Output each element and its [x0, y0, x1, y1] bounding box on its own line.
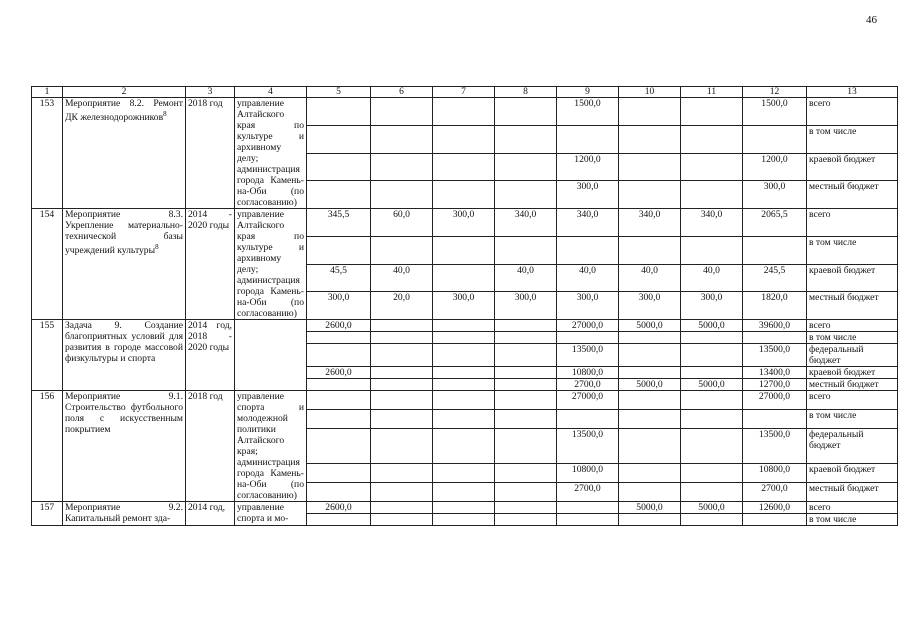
table-row [32, 98, 898, 126]
measure-name [63, 320, 186, 391]
amount-cell [557, 332, 619, 344]
amount-cell [619, 391, 681, 410]
amount-cell [681, 464, 743, 483]
amount-cell: 245,5 [743, 264, 807, 292]
amount-cell [371, 367, 433, 379]
amount-cell [681, 483, 743, 502]
amount-cell [371, 236, 433, 264]
amount-cell [307, 125, 371, 153]
amount-cell: 300,0 [307, 292, 371, 320]
amount-cell [743, 236, 807, 264]
amount-cell [307, 464, 371, 483]
funding-source: местный бюджет [807, 483, 898, 502]
amount-cell [371, 344, 433, 367]
amount-cell [371, 181, 433, 209]
amount-cell [681, 181, 743, 209]
amount-cell [495, 367, 557, 379]
amount-cell: 1820,0 [743, 292, 807, 320]
amount-cell [307, 391, 371, 410]
table-row [32, 391, 898, 410]
amount-cell [433, 264, 495, 292]
amount-cell [307, 428, 371, 464]
amount-cell [433, 236, 495, 264]
amount-cell: 2065,5 [743, 209, 807, 237]
funding-source: в том числе [807, 409, 898, 428]
amount-cell [619, 428, 681, 464]
amount-cell: 13500,0 [557, 344, 619, 367]
amount-cell [433, 344, 495, 367]
amount-cell [495, 236, 557, 264]
funding-source: местный бюджет [807, 181, 898, 209]
funding-source: всего [807, 209, 898, 237]
page-number: 46 [866, 14, 877, 26]
amount-cell [433, 98, 495, 126]
amount-cell [433, 409, 495, 428]
amount-cell: 300,0 [557, 292, 619, 320]
amount-cell [619, 332, 681, 344]
amount-cell [433, 153, 495, 181]
measure-name-text: Мероприятие 8.3. Укрепление материально-технической базы учреждений культуры [65, 209, 183, 257]
funding-source: местный бюджет [807, 292, 898, 320]
amount-cell [433, 391, 495, 410]
amount-cell: 2700,0 [557, 379, 619, 391]
amount-cell [371, 464, 433, 483]
amount-cell [495, 483, 557, 502]
amount-cell: 300,0 [433, 209, 495, 237]
amount-cell: 340,0 [681, 209, 743, 237]
amount-cell: 1500,0 [557, 98, 619, 126]
header-row [32, 87, 898, 98]
amount-cell [619, 514, 681, 526]
amount-cell [371, 514, 433, 526]
amount-cell [495, 464, 557, 483]
amount-cell [619, 367, 681, 379]
amount-cell: 27000,0 [557, 320, 619, 332]
amount-cell: 10800,0 [557, 367, 619, 379]
amount-cell [557, 409, 619, 428]
amount-cell: 40,0 [681, 264, 743, 292]
row-number: 154 [32, 209, 63, 320]
amount-cell [619, 181, 681, 209]
amount-cell [371, 379, 433, 391]
amount-cell: 45,5 [307, 264, 371, 292]
amount-cell [495, 502, 557, 514]
amount-cell [433, 502, 495, 514]
amount-cell [743, 125, 807, 153]
amount-cell [619, 153, 681, 181]
funding-source: местный бюджет [807, 379, 898, 391]
amount-cell [307, 181, 371, 209]
amount-cell: 1200,0 [557, 153, 619, 181]
amount-cell [557, 125, 619, 153]
amount-cell [681, 332, 743, 344]
amount-cell [433, 514, 495, 526]
amount-cell: 300,0 [743, 181, 807, 209]
executor: управление спорта и молодежной политики Алтайского края; администрация города Камень-на-Оби (по согласованию) [235, 391, 307, 502]
amount-cell [557, 236, 619, 264]
funding-source: всего [807, 320, 898, 332]
funding-source: всего [807, 391, 898, 410]
funding-source: всего [807, 98, 898, 126]
amount-cell [495, 391, 557, 410]
executor [235, 320, 307, 391]
amount-cell: 2600,0 [307, 367, 371, 379]
amount-cell [619, 344, 681, 367]
amount-cell [619, 98, 681, 126]
amount-cell: 13500,0 [743, 428, 807, 464]
amount-cell [619, 464, 681, 483]
amount-cell [681, 514, 743, 526]
amount-cell: 300,0 [557, 181, 619, 209]
amount-cell [681, 367, 743, 379]
amount-cell: 2600,0 [307, 502, 371, 514]
amount-cell: 10800,0 [743, 464, 807, 483]
amount-cell [307, 409, 371, 428]
column-header: 5 [307, 87, 371, 98]
amount-cell: 300,0 [433, 292, 495, 320]
measure-name [63, 98, 186, 209]
amount-cell [371, 502, 433, 514]
table-row [32, 320, 898, 332]
amount-cell [681, 428, 743, 464]
amount-cell: 2700,0 [743, 483, 807, 502]
amount-cell [743, 514, 807, 526]
row-number: 156 [32, 391, 63, 502]
funding-source: краевой бюджет [807, 367, 898, 379]
amount-cell: 5000,0 [619, 502, 681, 514]
amount-cell: 40,0 [371, 264, 433, 292]
amount-cell [495, 320, 557, 332]
amount-cell [307, 379, 371, 391]
amount-cell: 39600,0 [743, 320, 807, 332]
amount-cell: 340,0 [619, 209, 681, 237]
amount-cell: 5000,0 [619, 320, 681, 332]
amount-cell [307, 98, 371, 126]
column-header: 1 [32, 87, 63, 98]
amount-cell: 2700,0 [557, 483, 619, 502]
row-number: 153 [32, 98, 63, 209]
amount-cell: 40,0 [495, 264, 557, 292]
amount-cell [681, 98, 743, 126]
amount-cell: 1500,0 [743, 98, 807, 126]
funding-source: федеральный бюджет [807, 428, 898, 464]
amount-cell: 13400,0 [743, 367, 807, 379]
column-header: 4 [235, 87, 307, 98]
amount-cell [307, 332, 371, 344]
amount-cell: 40,0 [557, 264, 619, 292]
amount-cell [371, 98, 433, 126]
measure-name-text: Мероприятие 9.2. Капитальный ремонт зда- [65, 502, 183, 524]
amount-cell: 5000,0 [619, 379, 681, 391]
amount-cell [495, 344, 557, 367]
funding-source: краевой бюджет [807, 264, 898, 292]
funding-source: в том числе [807, 125, 898, 153]
executor: управление Алтайского края по культуре и архивному делу; администрация города Камень-на-Оби (по согласованию) [235, 98, 307, 209]
term-years: 2018 год [186, 391, 235, 502]
column-header: 2 [63, 87, 186, 98]
term-years: 2014 - 2020 годы [186, 209, 235, 320]
amount-cell [433, 379, 495, 391]
measure-name [63, 391, 186, 502]
measure-name [63, 209, 186, 320]
amount-cell: 40,0 [619, 264, 681, 292]
amount-cell [495, 514, 557, 526]
amount-cell [371, 391, 433, 410]
amount-cell [307, 483, 371, 502]
amount-cell [681, 409, 743, 428]
amount-cell [433, 483, 495, 502]
measure-name [63, 502, 186, 526]
funding-source: федеральный бюджет [807, 344, 898, 367]
amount-cell [743, 332, 807, 344]
amount-cell: 12600,0 [743, 502, 807, 514]
amount-cell [495, 98, 557, 126]
amount-cell: 10800,0 [557, 464, 619, 483]
amount-cell [371, 332, 433, 344]
funding-source: краевой бюджет [807, 464, 898, 483]
amount-cell: 300,0 [681, 292, 743, 320]
amount-cell: 20,0 [371, 292, 433, 320]
amount-cell [307, 514, 371, 526]
amount-cell [681, 153, 743, 181]
term-years: 2014 год, [186, 502, 235, 526]
column-header: 8 [495, 87, 557, 98]
funding-source: в том числе [807, 514, 898, 526]
amount-cell [371, 153, 433, 181]
measure-name-text: Мероприятие 9.1. Строительство футбольного поля с искусственным покрытием [65, 391, 183, 435]
amount-cell: 340,0 [557, 209, 619, 237]
table-row [32, 502, 898, 514]
column-header: 3 [186, 87, 235, 98]
amount-cell [371, 409, 433, 428]
amount-cell [433, 428, 495, 464]
amount-cell [619, 236, 681, 264]
amount-cell: 5000,0 [681, 320, 743, 332]
executor: управление Алтайского края по культуре и архивному делу; администрация города Камень-на-Оби (по согласованию) [235, 209, 307, 320]
amount-cell [495, 153, 557, 181]
amount-cell: 60,0 [371, 209, 433, 237]
amount-cell [495, 332, 557, 344]
amount-cell: 13500,0 [557, 428, 619, 464]
amount-cell [307, 344, 371, 367]
term-years: 2018 год [186, 98, 235, 209]
column-header: 9 [557, 87, 619, 98]
budget-table [31, 86, 898, 526]
column-header: 13 [807, 87, 898, 98]
amount-cell [371, 320, 433, 332]
amount-cell: 345,5 [307, 209, 371, 237]
funding-source: краевой бюджет [807, 153, 898, 181]
amount-cell [433, 332, 495, 344]
amount-cell: 300,0 [619, 292, 681, 320]
amount-cell [681, 125, 743, 153]
amount-cell [371, 483, 433, 502]
amount-cell [681, 391, 743, 410]
amount-cell: 340,0 [495, 209, 557, 237]
funding-source: всего [807, 502, 898, 514]
column-header: 12 [743, 87, 807, 98]
amount-cell [371, 125, 433, 153]
row-number: 157 [32, 502, 63, 526]
table-row [32, 209, 898, 237]
amount-cell [433, 320, 495, 332]
amount-cell [307, 236, 371, 264]
column-header: 6 [371, 87, 433, 98]
row-number: 155 [32, 320, 63, 391]
funding-source: в том числе [807, 236, 898, 264]
amount-cell: 27000,0 [557, 391, 619, 410]
amount-cell: 300,0 [495, 292, 557, 320]
amount-cell [495, 181, 557, 209]
executor: управление спорта и мо- [235, 502, 307, 526]
amount-cell [433, 181, 495, 209]
footnote-mark: 8 [163, 110, 167, 118]
amount-cell [619, 125, 681, 153]
amount-cell [495, 125, 557, 153]
amount-cell: 1200,0 [743, 153, 807, 181]
amount-cell [495, 379, 557, 391]
amount-cell: 27000,0 [743, 391, 807, 410]
amount-cell [557, 514, 619, 526]
amount-cell [681, 344, 743, 367]
column-header: 11 [681, 87, 743, 98]
funding-source: в том числе [807, 332, 898, 344]
amount-cell [371, 428, 433, 464]
footnote-mark: 8 [155, 243, 159, 251]
amount-cell [557, 502, 619, 514]
amount-cell: 2600,0 [307, 320, 371, 332]
amount-cell [681, 236, 743, 264]
amount-cell [307, 153, 371, 181]
amount-cell [433, 464, 495, 483]
amount-cell [495, 428, 557, 464]
measure-name-text: Мероприятие 8.2. Ремонт ДК железнодорожников [65, 98, 183, 124]
amount-cell [619, 483, 681, 502]
amount-cell [495, 409, 557, 428]
amount-cell [433, 367, 495, 379]
amount-cell [433, 125, 495, 153]
amount-cell: 12700,0 [743, 379, 807, 391]
table-body [32, 87, 898, 526]
term-years: 2014 год, 2018 - 2020 годы [186, 320, 235, 391]
amount-cell: 5000,0 [681, 379, 743, 391]
amount-cell: 5000,0 [681, 502, 743, 514]
measure-name-text: Задача 9. Создание благоприятных условий для развития в городе массовой физкультуры и спорта [65, 320, 183, 364]
column-header: 10 [619, 87, 681, 98]
column-header: 7 [433, 87, 495, 98]
amount-cell [619, 409, 681, 428]
amount-cell [743, 409, 807, 428]
amount-cell: 13500,0 [743, 344, 807, 367]
